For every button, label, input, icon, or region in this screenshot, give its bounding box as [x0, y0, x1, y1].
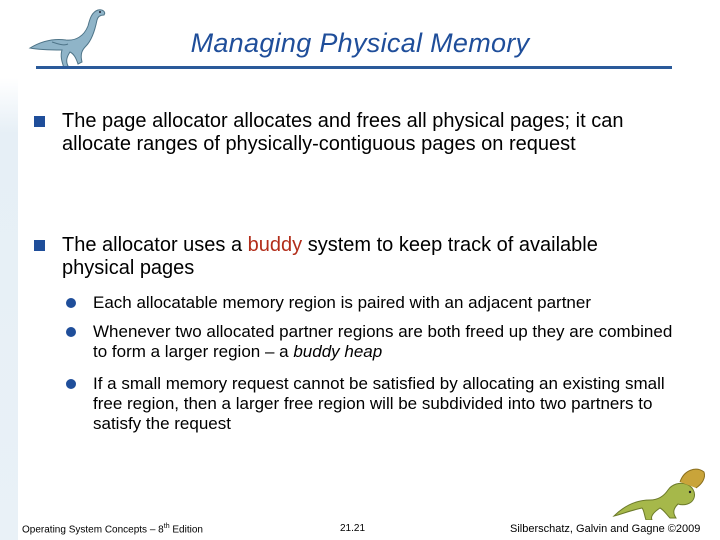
- sub-bullet-text: [93, 322, 690, 362]
- sub-bullet-text: Each allocatable memory region is paired with an adjacent partner: [93, 293, 591, 312]
- footer-page-number: 21.21: [340, 523, 366, 534]
- footer-book-title: [22, 523, 203, 535]
- footer-book-sup: th: [163, 523, 170, 530]
- bullet-text: The page allocator allocates and frees all physical pages; it can allocate ranges of physically-contiguous pages on request: [62, 110, 624, 155]
- bullet-text: [62, 234, 674, 280]
- footer-copyright: Silberschatz, Galvin and Gagne ©2009: [510, 523, 701, 535]
- footer-book-before: Operating System Concepts – 8: [22, 524, 164, 536]
- dinosaur-logo-icon: [22, 2, 114, 70]
- square-bullet-icon: [34, 116, 45, 127]
- round-bullet-icon: [66, 327, 76, 337]
- square-bullet-icon: [34, 240, 45, 251]
- buddy-heap-emphasis: buddy heap: [293, 342, 383, 361]
- title-divider: [36, 66, 672, 69]
- footer-book-after: Edition: [169, 524, 203, 536]
- sub-bullet-partner: [66, 293, 690, 313]
- sub-bullet-subdivide: [66, 374, 690, 434]
- sub-bullet-buddy-heap: [66, 322, 690, 362]
- bullet-text-before: The allocator uses a: [62, 234, 248, 256]
- sub-bullet-text-before: Whenever two allocated partner regions are both freed up they are combined to form a larger region – a: [93, 322, 673, 361]
- round-bullet-icon: [66, 379, 76, 389]
- round-bullet-icon: [66, 298, 76, 308]
- slide-title: Managing Physical Memory: [190, 28, 530, 58]
- dinosaur-frill-icon: [610, 462, 710, 520]
- bullet-page-allocator: [34, 110, 674, 156]
- buddy-highlight: buddy: [247, 234, 303, 256]
- left-decorative-strip: [0, 78, 18, 540]
- sub-bullet-text: If a small memory request cannot be satisfied by allocating an existing small free region, then a larger free region will be subdivided into two partners to satisfy the request: [93, 374, 665, 433]
- bullet-buddy-system: [34, 234, 674, 280]
- bullet-text-after: system to keep track of available physical pages: [62, 234, 598, 279]
